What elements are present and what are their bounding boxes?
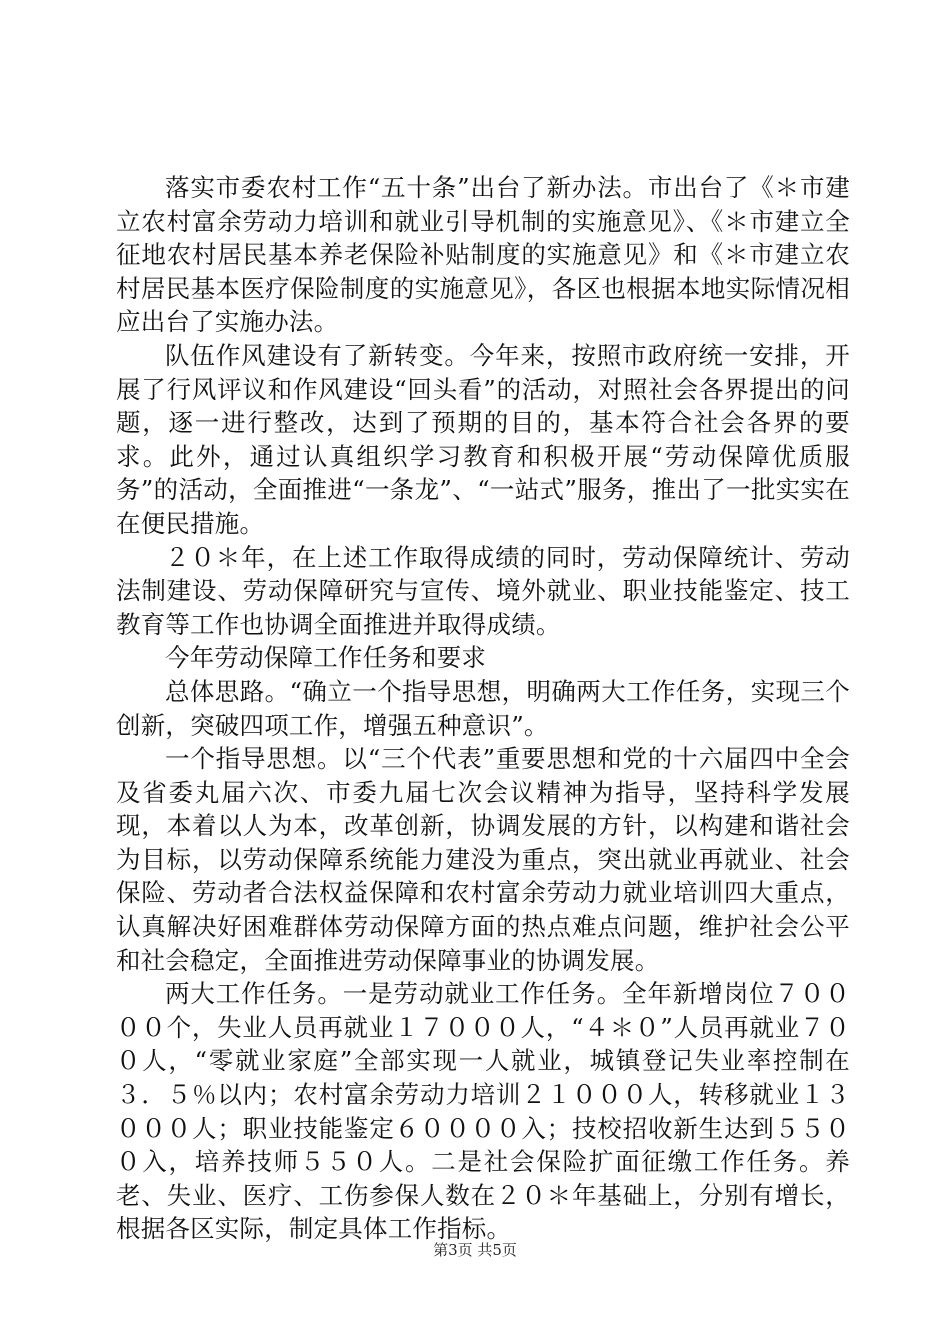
paragraph-guiding-thought: 一个指导思想。以“三个代表”重要思想和党的十六届四中全会及省委丸届六次、市委九届七次会议精神为指导，坚持科学发展现，本着以人为本，改革创新，协调发展的方针，以构建和谐社会为目标，以劳动保障系统能力建没为重点，突出就业再就业、社会保险、劳动者合法权益保障和农村富余劳动力就业培训四大重点，认真解决好困难群体劳动保障方面的热点难点问题，维护社会公平和社会稳定，全面推进劳动保障事业的协调发展。	[116, 744, 850, 975]
document-body	[116, 171, 850, 1246]
page-number-footer: 第3页 共5页	[433, 1241, 517, 1259]
paragraph-other-achievements: ２０＊年，在上述工作取得成绩的同时，劳动保障统计、劳动法制建设、劳动保障研究与宣传、境外就业、职业技能鉴定、技工教育等工作也协调全面推进并取得成绩。	[116, 542, 850, 639]
paragraph-team-style: 队伍作风建设有了新转变。今年来，按照市政府统一安排，开展了行风评议和作风建设“回头看”的活动，对照社会各界提出的问题，逐一进行整改，达到了预期的目的，基本符合社会各界的要求。此外，通过认真组织学习教育和积极开展“劳动保障优质服务”的活动，全面推进“一条龙”、“一站式”服务，推出了一批实实在在便民措施。	[116, 340, 850, 538]
section-heading: 今年劳动保障工作任务和要求	[165, 643, 487, 673]
paragraph-rural-policy: 落实市委农村工作“五十条”出台了新办法。市出台了《＊市建立农村富余劳动力培训和就业引导机制的实施意见》、《＊市建立全征地农村居民基本养老保险补贴制度的实施意见》和《＊市建立农村居民基本医疗保险制度的实施意见》，各区也根据本地实际情况相应出台了实施办法。	[116, 173, 850, 337]
paragraph-overall-idea: 总体思路。“确立一个指导思想，明确两大工作任务，实现三个创新，突破四项工作，增强五种意识”。	[116, 676, 850, 740]
paragraph-two-tasks: 两大工作任务。一是劳动就业工作任务。全年新增岗位７００００个，失业人员再就业１７０００人，“４＊０”人员再就业７００人，“零就业家庭”全部实现一人就业，城镇登记失业率控制在３．５％以内；农村富余劳动力培训２１０００人，转移就业１３０００人；职业技能鉴定６００００入；技校招收新生达到５５００入，培养技师５５０人。二是社会保险扩面征缴工作任务。养老、失业、医疗、工伤参保人数在２０＊年基础上，分别有增长，根据各区实际，制定具体工作指标。	[116, 979, 850, 1244]
